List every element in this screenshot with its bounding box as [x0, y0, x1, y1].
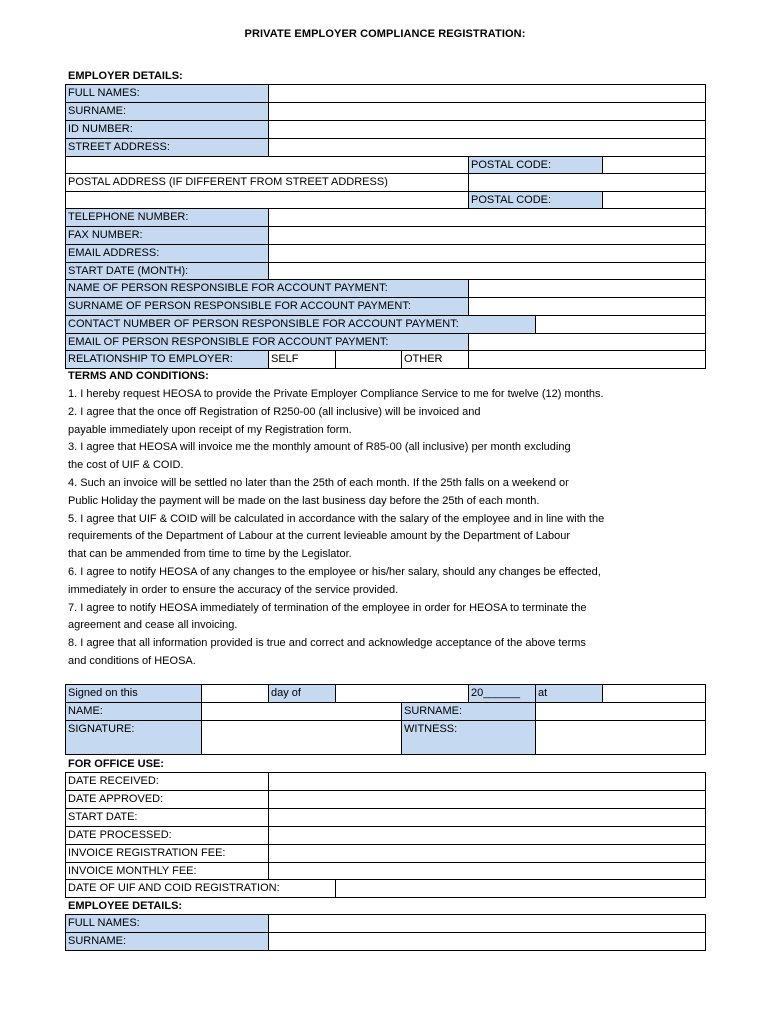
employee-surname-field[interactable]	[268, 932, 706, 951]
terms-line: 3. I agree that HEOSA will invoice me the monthly amount of R85-00 (all inclusive) per month excluding	[68, 441, 571, 454]
office-start-date-field[interactable]	[268, 808, 706, 827]
registration-fee-field[interactable]	[268, 844, 706, 863]
relationship-other-field[interactable]	[468, 350, 706, 369]
registration-fee-label: INVOICE REGISTRATION FEE:	[65, 844, 269, 863]
terms-body	[68, 386, 718, 671]
id-number-field[interactable]	[268, 120, 706, 139]
employee-full-names-label: FULL NAMES:	[65, 914, 269, 933]
terms-line: the cost of UIF & COID.	[68, 459, 184, 472]
witness-field[interactable]	[535, 720, 706, 755]
fax-label: FAX NUMBER:	[65, 226, 269, 245]
sign-surname-label: SURNAME:	[401, 702, 536, 721]
terms-line: requirements of the Department of Labour at the current levieable amount by the Department of Labour	[68, 530, 571, 543]
date-approved-label: DATE APPROVED:	[65, 790, 269, 809]
street-address-field[interactable]	[268, 138, 706, 157]
monthly-fee-label: INVOICE MONTHLY FEE:	[65, 862, 269, 881]
telephone-label: TELEPHONE NUMBER:	[65, 208, 269, 227]
postal-address-field[interactable]	[468, 173, 706, 192]
sign-name-field[interactable]	[201, 702, 402, 721]
uif-coid-label: DATE OF UIF AND COID REGISTRATION:	[65, 879, 336, 898]
employee-full-names-field[interactable]	[268, 914, 706, 933]
employee-details-heading: EMPLOYEE DETAILS:	[68, 900, 183, 912]
sign-name-label: NAME:	[65, 702, 202, 721]
employee-surname-label: SURNAME:	[65, 932, 269, 951]
postal-address-label: POSTAL ADDRESS (IF DIFFERENT FROM STREET ADDRESS)	[65, 173, 469, 192]
at-label: at	[535, 684, 603, 703]
uif-coid-field[interactable]	[335, 879, 706, 898]
terms-line: payable immediately upon receipt of my Registration form.	[68, 423, 352, 436]
full-names-field[interactable]	[268, 84, 706, 103]
terms-line: and conditions of HEOSA.	[68, 654, 196, 667]
signed-on-label: Signed on this	[65, 684, 202, 703]
date-processed-field[interactable]	[268, 826, 706, 845]
terms-line: 2. I agree that the once off Registration of R250-00 (all inclusive) will be invoiced and	[68, 405, 481, 418]
payer-name-label: NAME OF PERSON RESPONSIBLE FOR ACCOUNT PAYMENT:	[65, 279, 469, 298]
relationship-other-option[interactable]: OTHER	[401, 350, 469, 369]
postal-code-label: POSTAL CODE:	[468, 156, 603, 175]
telephone-field[interactable]	[268, 208, 706, 227]
payer-name-field[interactable]	[468, 279, 706, 298]
fax-field[interactable]	[268, 226, 706, 245]
street-address-label: STREET ADDRESS:	[65, 138, 269, 157]
payer-contact-field[interactable]	[535, 315, 706, 334]
employer-details-heading: EMPLOYER DETAILS:	[68, 70, 183, 82]
email-field[interactable]	[268, 244, 706, 263]
terms-line: 8. I agree that all information provided is true and correct and acknowledge acceptance of the above terms	[68, 637, 586, 650]
witness-label: WITNESS:	[401, 720, 536, 755]
terms-line: immediately in order to ensure the accuracy of the service provided.	[68, 583, 399, 596]
surname-field[interactable]	[268, 102, 706, 121]
start-date-label: START DATE (MONTH):	[65, 262, 269, 281]
signed-day-field[interactable]	[201, 684, 269, 703]
relationship-self-checkbox[interactable]	[335, 350, 402, 369]
terms-line: Public Holiday the payment will be made on the last business day before the 25th of each month.	[68, 494, 540, 507]
relationship-label: RELATIONSHIP TO EMPLOYER:	[65, 350, 269, 369]
surname-label: SURNAME:	[65, 102, 269, 121]
year-label: 20______	[468, 684, 536, 703]
id-number-label: ID NUMBER:	[65, 120, 269, 139]
terms-line: 6. I agree to notify HEOSA of any changes to the employee or his/her salary, should any changes be effected,	[68, 565, 601, 578]
full-names-label: FULL NAMES:	[65, 84, 269, 103]
signature-field[interactable]	[201, 720, 402, 755]
day-of-label: day of	[268, 684, 336, 703]
email-label: EMAIL ADDRESS:	[65, 244, 269, 263]
signature-label: SIGNATURE:	[65, 720, 202, 755]
sign-surname-field[interactable]	[535, 702, 706, 721]
terms-line: that can be ammended from time to time by the Legislator.	[68, 548, 352, 561]
office-use-heading: FOR OFFICE USE:	[68, 758, 164, 770]
payer-surname-label: SURNAME OF PERSON RESPONSIBLE FOR ACCOUNT PAYMENT:	[65, 297, 469, 316]
payer-surname-field[interactable]	[468, 297, 706, 316]
terms-line: 5. I agree that UIF & COID will be calculated in accordance with the salary of the employee and in line with the	[68, 512, 605, 525]
date-processed-label: DATE PROCESSED:	[65, 826, 269, 845]
terms-line: 7. I agree to notify HEOSA immediately of termination of the employee in order for HEOSA to terminate the	[68, 601, 587, 614]
date-received-label: DATE RECEIVED:	[65, 772, 269, 791]
terms-line: agreement and cease all invoicing.	[68, 619, 238, 632]
terms-heading: TERMS AND CONDITIONS:	[68, 370, 209, 382]
signed-month-field[interactable]	[335, 684, 469, 703]
payer-email-label: EMAIL OF PERSON RESPONSIBLE FOR ACCOUNT PAYMENT:	[65, 333, 469, 352]
postal-code-2-label: POSTAL CODE:	[468, 191, 603, 210]
date-received-field[interactable]	[268, 772, 706, 791]
signed-place-field[interactable]	[602, 684, 706, 703]
date-approved-field[interactable]	[268, 790, 706, 809]
form-title: PRIVATE EMPLOYER COMPLIANCE REGISTRATION:	[244, 28, 526, 40]
terms-line: 1. I hereby request HEOSA to provide the Private Employer Compliance Service to me for twelve (12) months.	[68, 388, 604, 400]
terms-line: 4. Such an invoice will be settled no later than the 25th of each month. If the 25th falls on a weekend or	[68, 476, 569, 489]
relationship-self-option[interactable]: SELF	[268, 350, 336, 369]
payer-contact-label: CONTACT NUMBER OF PERSON RESPONSIBLE FOR ACCOUNT PAYMENT:	[65, 315, 536, 334]
office-start-date-label: START DATE:	[65, 808, 269, 827]
